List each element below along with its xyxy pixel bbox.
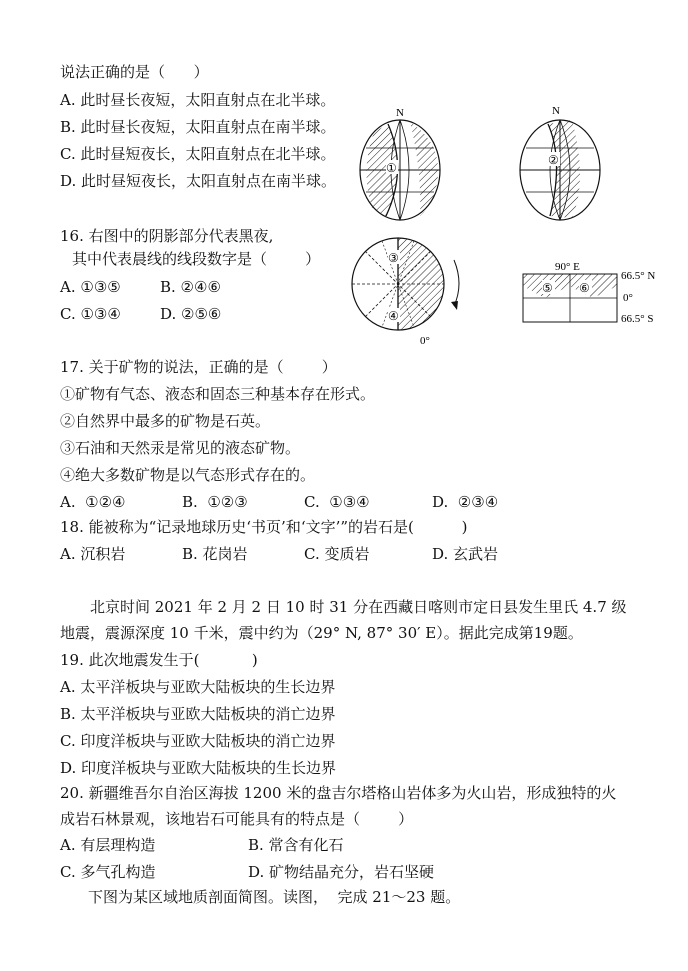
q17-stem: 17. 关于矿物的说法，正确的是（ ） [60,358,337,376]
q15-option-a: A. 此时昼长夜短，太阳直射点在北半球。 [60,91,336,109]
q17-option-c: C. ①③④ [304,493,370,511]
q15-option-b: B. 此时昼长夜短，太阳直射点在南半球。 [60,118,336,136]
globe2-number-label: ② [548,153,559,167]
q16-stem-line2: 其中代表晨线的线段数字是（ ） [72,250,321,268]
q20-option-a: A. 有层理构造 [60,836,156,854]
q19-intro-line1: 北京时间 2021 年 2 月 2 日 10 时 31 分在西藏日喀则市定日县发生里氏 4.7 级 [90,598,627,616]
q18-option-a: A. 沉积岩 [60,545,126,563]
q15-option-c: C. 此时昼短夜长，太阳直射点在北半球。 [60,145,336,163]
q17-option-d: D. ②③④ [432,493,499,511]
q20-option-d: D. 矿物结晶充分，岩石坚硬 [248,863,435,881]
q16-option-c: C. ①③④ [60,305,121,323]
projection-right-top-label: 66.5° N [621,270,656,282]
q19-option-d: D. 印度洋板块与亚欧大陆板块的生长边界 [60,759,337,777]
q20-stem-line2: 成岩石林景观，该地岩石可能具有的特点是（ ） [60,810,414,828]
q17-item-4: ④绝大多数矿物是以气态形式存在的。 [60,466,316,484]
q18-option-b: B. 花岗岩 [182,545,248,563]
q17-item-2: ②自然界中最多的矿物是石英。 [60,412,271,430]
q20-option-b: B. 常含有化石 [248,836,344,854]
q19-stem: 19. 此次地震发生于( ) [60,651,258,669]
polar-number-top: ③ [388,251,399,265]
projection-number-right: ⑥ [579,281,590,295]
q20-stem-line1: 20. 新疆维吾尔自治区海拔 1200 米的盘吉尔塔格山岩体多为火山岩，形成独特的火 [60,784,617,802]
q19-option-b: B. 太平洋板块与亚欧大陆板块的消亡边界 [60,705,336,723]
q15-stem: 说法正确的是（ ） [60,63,209,81]
q15-option-d: D. 此时昼短夜长，太阳直射点在南半球。 [60,172,337,190]
projection-right-bottom-label: 66.5° S [621,313,654,325]
q16-option-b: B. ②④⑥ [160,278,221,296]
globe1-number-label: ① [386,161,397,175]
q17-item-1: ①矿物有气态、液态和固态三种基本存在形式。 [60,385,376,403]
q16-option-a: A. ①③⑤ [60,278,121,296]
rectangle-projection-figure [515,258,675,330]
globe2-north-label: N [552,105,560,117]
globe1-north-label: N [396,107,404,119]
polar-degree-label: 0° [420,335,430,347]
projection-right-mid-label: 0° [623,292,633,304]
globe-figure-1 [352,100,452,225]
q18-option-c: C. 变质岩 [304,545,370,563]
q17-option-b: B. ①②③ [182,493,248,511]
q20-option-c: C. 多气孔构造 [60,863,156,881]
polar-view-figure [350,232,470,350]
q21-intro: 下图为某区域地质剖面简图。读图， 完成 21～23 题。 [88,888,461,906]
q16-stem-line1: 16. 右图中的阴影部分代表黑夜, [60,227,274,245]
globe-figure-2 [512,100,612,225]
polar-number-bottom: ④ [388,309,399,323]
projection-top-label: 90° E [555,261,580,273]
q19-intro-line2: 地震，震源深度 10 千米，震中约为（29° N, 87° 30′ E）。据此完成第19题。 [60,624,583,642]
q19-option-c: C. 印度洋板块与亚欧大陆板块的消亡边界 [60,732,336,750]
q16-option-d: D. ②⑤⑥ [160,305,222,323]
q18-stem: 18. 能被称为“记录地球历史‘书页’和‘文字’”的岩石是( ) [60,518,468,536]
projection-number-left: ⑤ [542,281,553,295]
q19-option-a: A. 太平洋板块与亚欧大陆板块的生长边界 [60,678,336,696]
q17-item-3: ③石油和天然汞是常见的液态矿物。 [60,439,301,457]
q17-option-a: A. ①②④ [60,493,126,511]
q18-option-d: D. 玄武岩 [432,545,499,563]
